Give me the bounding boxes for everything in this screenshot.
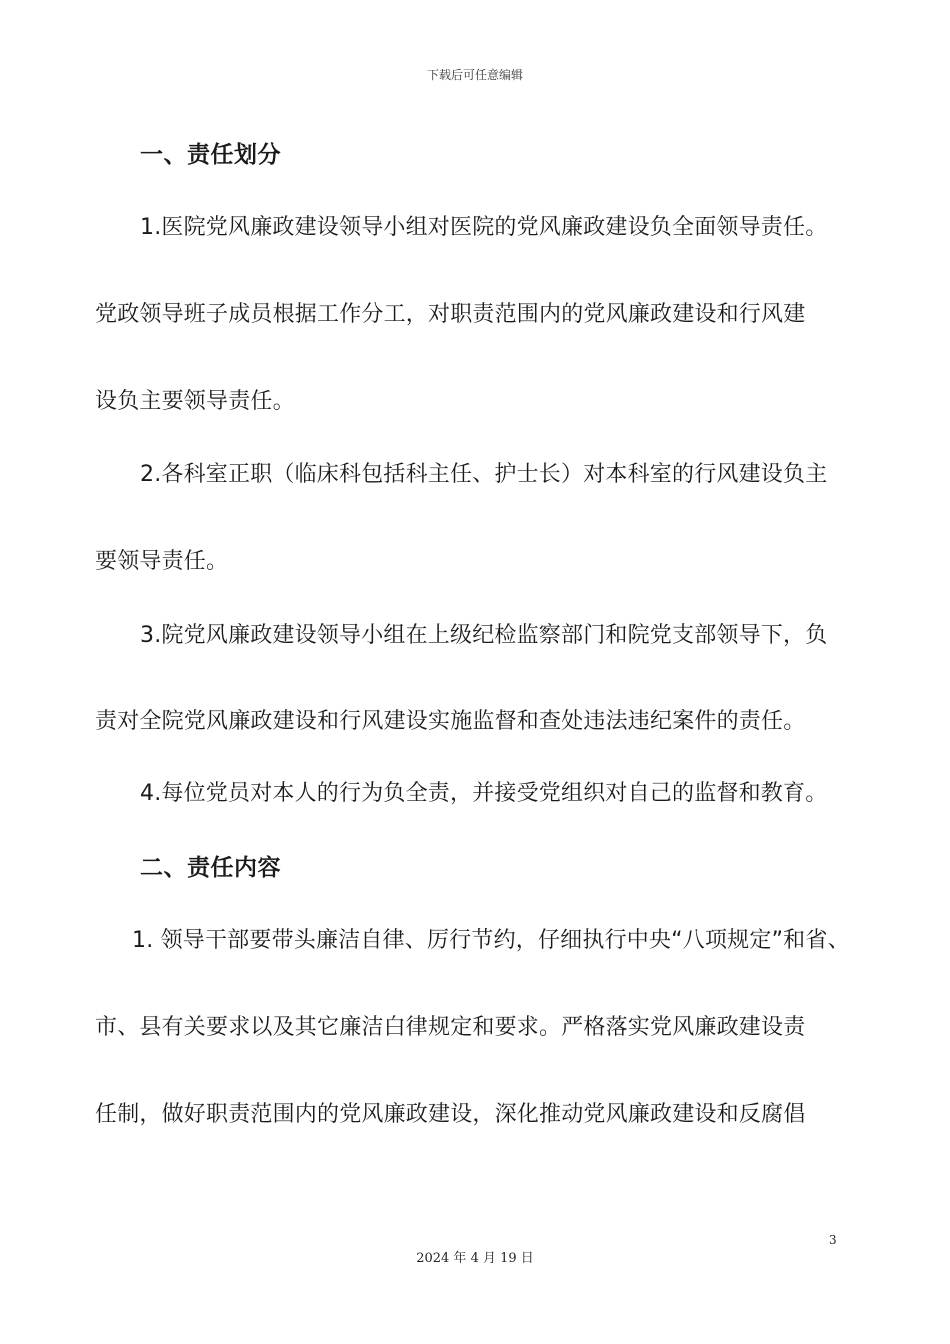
paragraph-line: 党政领导班子成员根据工作分工，对职责范围内的党风廉政建设和行风建 <box>95 302 806 327</box>
paragraph-line: 要领导责任。 <box>95 549 229 574</box>
paragraph-line: 1.医院党风廉政建设领导小组对医院的党风廉政建设负全面领导责任。 <box>140 215 828 240</box>
paragraph-line: 4.每位党员对本人的行为负全责，并接受党组织对自己的监督和教育。 <box>140 781 828 806</box>
paragraph-line: 设负主要领导责任。 <box>95 389 295 414</box>
header-note: 下载后可任意编辑 <box>426 68 523 82</box>
page-number: 3 <box>829 1233 837 1247</box>
paragraph-line: 市、县有关要求以及其它廉洁白律规定和要求。严格落实党风廉政建设责 <box>95 1015 806 1040</box>
section-heading-responsibility-content: 二、责任内容 <box>140 855 281 881</box>
paragraph-line: 责对全院党风廉政建设和行风建设实施监督和查处违法违纪案件的责任。 <box>95 709 806 734</box>
paragraph-line: 任制，做好职责范围内的党风廉政建设，深化推动党风廉政建设和反腐倡 <box>95 1102 806 1127</box>
paragraph-line: 2.各科室正职（临床科包括科主任、护士长）对本科室的行风建设负主 <box>140 462 828 487</box>
section-heading-responsibility-division: 一、责任划分 <box>140 142 281 168</box>
paragraph-line: 3.院党风廉政建设领导小组在上级纪检监察部门和院党支部领导下，负 <box>140 623 828 648</box>
footer-date: 2024 年 4 月 19 日 <box>416 1251 534 1266</box>
paragraph-line: 1. 领导干部要带头廉洁自律、厉行节约，仔细执行中央“八项规定”和省、 <box>132 928 850 953</box>
